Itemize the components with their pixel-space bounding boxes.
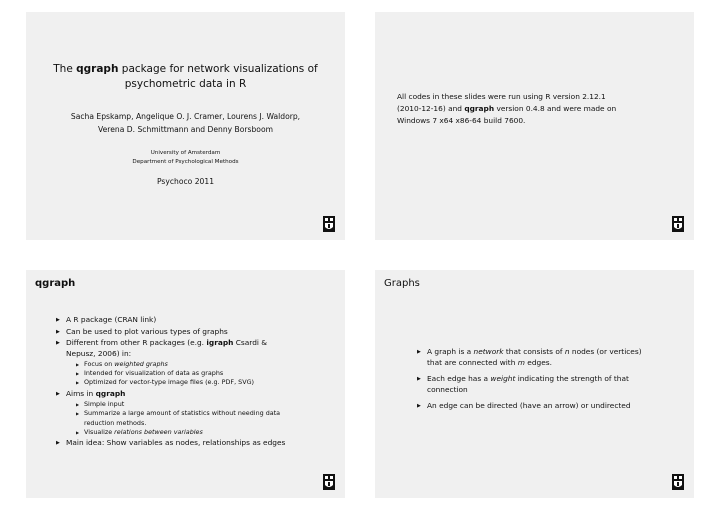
list-item: ▶ Main idea: Show variables as nodes, relationships as edges <box>56 438 331 449</box>
list-item: ▶ An edge can be directed (have an arrow) or undirected <box>417 401 680 412</box>
sub-list-item: ▶ Intended for visualization of data as graphs <box>76 369 331 378</box>
graphs-slide <box>375 270 694 498</box>
university-logo-icon <box>323 474 335 490</box>
list-item: ▶ Each edge has a weight indicating the strength of that connection <box>417 374 680 395</box>
sub-list-item: ▶ Optimized for vector-type image files (e.g. PDF, SVG) <box>76 378 331 387</box>
package-name: qgraph <box>76 63 119 75</box>
qgraph-slide <box>26 270 345 498</box>
slide-title: Graphs <box>384 278 420 289</box>
bullet-list <box>56 315 331 449</box>
slide-title: qgraph <box>35 278 76 289</box>
list-item: ▶ A R package (CRAN link) <box>56 315 331 326</box>
list-item: ▶ Aims in qgraph ▶ Simple input ▶ Summarize a large amount of statistics without needing data reduction methods. ▶ Visualize relations between variables <box>56 389 331 437</box>
version-note: All codes in these slides were run using R version 2.12.1 (2010-12-16) and qgraph version 0.4.8 and were made on Windows 7 x64 x86-64 build 7600. <box>397 92 617 125</box>
list-item: ▶ Different from other R packages (e.g. igraph Csardi & Nepusz, 2006) in: ▶ Focus on weighted graphs ▶ Intended for visualization of data as graphs ▶ Optimized for vector-type image files (e.g. PDF, SVG) <box>56 338 331 388</box>
sub-list-item: ▶ Simple input <box>76 400 331 409</box>
bullet-list <box>417 347 680 418</box>
university-logo-icon <box>672 474 684 490</box>
university-logo-icon <box>323 216 335 232</box>
university-logo-icon <box>672 216 684 232</box>
list-item: ▶ Can be used to plot various types of graphs <box>56 327 331 338</box>
presentation-title: The qgraph package for network visualizations of psychometric data in R <box>53 63 318 90</box>
sub-list-item: ▶ Summarize a large amount of statistics without needing data reduction methods. <box>76 409 331 427</box>
conference-name: Psychoco 2011 <box>156 177 215 186</box>
institution: University of Amsterdam Department of Psychological Methods <box>132 150 239 165</box>
info-slide <box>375 12 694 240</box>
title-slide <box>26 12 345 240</box>
sub-list-item: ▶ Visualize relations between variables <box>76 428 331 437</box>
sub-list-item: ▶ Focus on weighted graphs <box>76 360 331 369</box>
authors: Sacha Epskamp, Angelique O. J. Cramer, Lourens J. Waldorp, Verena D. Schmittmann and Denny Borsboom <box>70 112 301 134</box>
list-item: ▶ A graph is a network that consists of n nodes (or vertices) that are connected with m edges. <box>417 347 680 368</box>
